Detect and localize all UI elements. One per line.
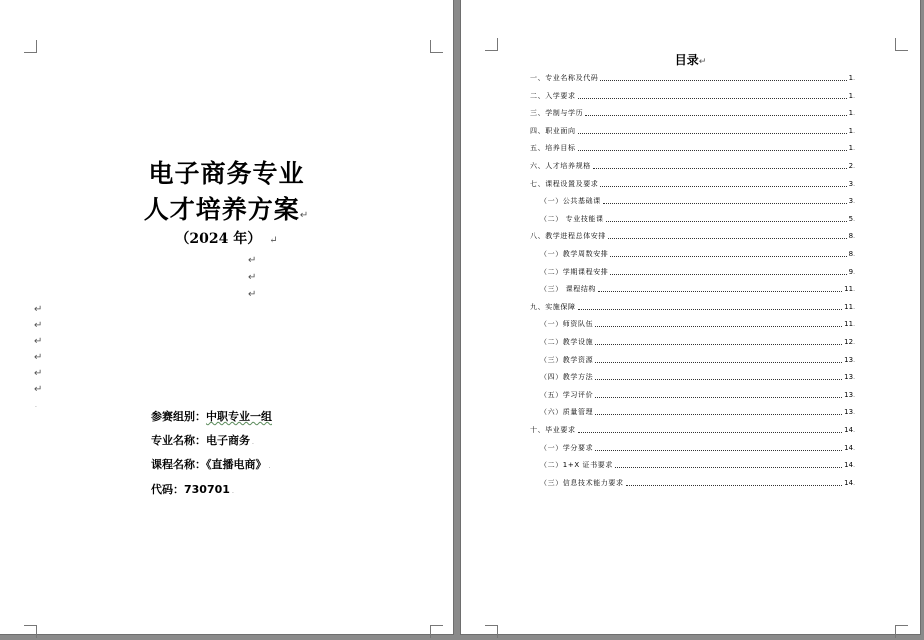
paragraph-mark-small: . [853, 304, 855, 311]
toc-leader-dots [606, 221, 847, 222]
toc-entry-page [849, 268, 855, 277]
toc-page-number: 11 [844, 303, 854, 311]
paragraph-mark: ↵ [269, 235, 278, 246]
toc-page-number: 2 [848, 162, 854, 170]
toc-leader-dots [595, 450, 842, 451]
toc-entry-text: （三） 课程结构 [540, 285, 597, 293]
paragraph-mark-small: . [35, 402, 37, 409]
toc-entry-text: 一、专业名称及代码 [530, 74, 599, 82]
paragraph-mark-small: . [853, 409, 855, 416]
toc-leader-dots [578, 432, 843, 433]
toc-leader-dots [593, 168, 847, 169]
toc-entry-page [844, 320, 855, 329]
toc-page-number: 1 [848, 92, 854, 100]
toc-page-number: 9 [848, 268, 854, 276]
paragraph-mark: ↵ [698, 57, 707, 67]
toc-entry-text: 六、人才培养规格 [530, 162, 591, 170]
toc-entry-page [844, 444, 855, 453]
paragraph-mark-small: . [853, 145, 855, 152]
toc-entry-text: （一）教学周数安排 [540, 250, 609, 258]
paragraph-mark-small: . [853, 181, 855, 188]
toc-leader-dots [585, 115, 846, 116]
toc-entry-text: 九、实施保障 [530, 303, 576, 311]
paragraph-mark-small: . [853, 198, 855, 205]
toc-page-number: 3 [848, 197, 854, 205]
paragraph-mark-small: . [853, 462, 855, 469]
toc-entry[interactable] [530, 142, 855, 153]
toc-page-number: 1 [848, 127, 854, 135]
paragraph-mark-small: . [853, 163, 855, 170]
toc-entry[interactable] [540, 459, 855, 470]
toc-page-number: 13 [844, 408, 854, 416]
toc-page-number: 3 [848, 180, 854, 188]
toc-entry[interactable] [540, 318, 855, 329]
toc-leader-dots [610, 274, 846, 275]
paragraph-mark-small: . [853, 321, 855, 328]
info-label: 专业名称： [151, 434, 206, 447]
paragraph-mark-small: . [231, 488, 234, 495]
toc-entry-page [844, 373, 855, 382]
toc-page-number: 14 [844, 479, 854, 487]
info-value: 中职专业一组 [206, 410, 272, 423]
toc-leader-dots [626, 485, 843, 486]
info-label: 课程名称： [151, 458, 206, 471]
toc-entry-text: （二）教学设施 [540, 338, 594, 346]
toc-page [461, 0, 920, 634]
toc-entry-text: （一）公共基础课 [540, 197, 601, 205]
toc-page-number: 11 [844, 320, 854, 328]
toc-entry-page [849, 180, 855, 189]
paragraph-mark-small: . [252, 439, 254, 446]
toc-entry[interactable] [540, 266, 855, 277]
toc-entry-text: （五）学习评价 [540, 391, 594, 399]
toc-entry-page [849, 127, 855, 136]
toc-entry-page [844, 391, 855, 400]
toc-entry[interactable] [540, 442, 855, 453]
toc-entry[interactable] [540, 406, 855, 417]
info-line-major [151, 434, 254, 450]
info-value: 730701 [184, 483, 230, 496]
toc-title [461, 52, 920, 70]
toc-entry-text: （二）学期课程安排 [540, 268, 609, 276]
paragraph-mark-small: . [268, 463, 271, 470]
crop-mark [485, 38, 498, 51]
toc-entry-text: （一）师资队伍 [540, 320, 594, 328]
paragraph-mark: ↵ [248, 272, 257, 283]
toc-entry-page [849, 162, 855, 171]
paragraph-mark-small: . [853, 480, 855, 487]
toc-entry[interactable] [540, 371, 855, 382]
crop-mark [895, 38, 908, 51]
info-line-course [151, 458, 270, 474]
paragraph-mark: ↵ [34, 304, 43, 315]
toc-entry-page [844, 285, 855, 294]
paragraph-mark-small: . [853, 251, 855, 258]
toc-title-text: 目录 [674, 53, 699, 67]
toc-page-number: 14 [844, 426, 854, 434]
toc-leader-dots [595, 344, 842, 345]
paragraph-mark-small: . [853, 128, 855, 135]
toc-entry-text: 十、毕业要求 [530, 426, 576, 434]
toc-leader-dots [615, 467, 842, 468]
crop-mark [24, 40, 37, 53]
toc-entry-page [849, 144, 855, 153]
toc-entry[interactable] [530, 230, 855, 241]
paragraph-mark: ↵ [248, 255, 257, 266]
toc-leader-dots [578, 309, 843, 310]
toc-leader-dots [610, 256, 846, 257]
toc-entry-page [844, 303, 855, 312]
toc-entry-text: 七、课程设置及要求 [530, 180, 599, 188]
toc-entry-text: 三、学制与学历 [530, 109, 584, 117]
toc-entry[interactable] [540, 248, 855, 259]
paragraph-mark-small: . [853, 445, 855, 452]
toc-entry-page [849, 92, 855, 101]
info-value: 《直播电商》 [206, 458, 267, 471]
paragraph-mark-small: . [853, 75, 855, 82]
toc-entry[interactable] [540, 283, 855, 294]
toc-entry[interactable] [530, 160, 855, 171]
info-label: 参赛组别： [151, 410, 206, 423]
toc-page-number: 14 [844, 444, 854, 452]
toc-leader-dots [600, 186, 846, 187]
toc-entry-page [844, 408, 855, 417]
cover-year [0, 230, 453, 250]
toc-entry-page [849, 74, 855, 83]
toc-page-number: 14 [844, 461, 854, 469]
cover-year-text: （2024 年） [175, 231, 262, 247]
paragraph-mark: ↵ [34, 352, 43, 363]
toc-entry-text: （二） 专业技能课 [540, 215, 604, 223]
toc-leader-dots [608, 238, 847, 239]
paragraph-mark-small: . [853, 339, 855, 346]
toc-leader-dots [595, 362, 842, 363]
toc-leader-dots [578, 133, 847, 134]
paragraph-mark-small: . [853, 357, 855, 364]
info-label: 代码： [151, 483, 184, 496]
paragraph-mark-small: . [853, 374, 855, 381]
paragraph-mark: ↵ [34, 336, 43, 347]
paragraph-mark-small: . [853, 286, 855, 293]
paragraph-mark: ↵ [34, 320, 43, 331]
toc-page-number: 5 [848, 215, 854, 223]
toc-leader-dots [578, 150, 847, 151]
paragraph-mark: ↵ [34, 368, 43, 379]
paragraph-mark-small: . [853, 269, 855, 276]
toc-entry-text: 二、入学要求 [530, 92, 576, 100]
toc-entry[interactable] [540, 354, 855, 365]
toc-entry-text: （二）1+X 证书要求 [540, 461, 613, 469]
crop-mark [24, 625, 37, 638]
toc-entry-page [849, 250, 855, 259]
toc-leader-dots [603, 203, 847, 204]
toc-page-number: 11 [844, 285, 854, 293]
toc-leader-dots [595, 379, 842, 380]
paragraph-mark: ↵ [34, 384, 43, 395]
crop-mark [895, 625, 908, 638]
toc-entry[interactable] [530, 125, 855, 136]
toc-entry-page [849, 215, 855, 224]
cover-title-line1: 电子商务专业 [148, 159, 305, 188]
toc-entry-text: （一）学分要求 [540, 444, 594, 452]
toc-leader-dots [595, 397, 842, 398]
paragraph-mark: ↵ [299, 210, 310, 221]
info-value: 电子商务 [206, 434, 250, 447]
toc-entry-page [849, 109, 855, 118]
toc-entry-page [844, 426, 855, 435]
paragraph-mark-small: . [853, 233, 855, 240]
paragraph-mark: ↵ [248, 289, 257, 300]
crop-mark [430, 40, 443, 53]
cover-title-line2-text: 人才培养方案 [143, 195, 300, 224]
toc-page-number: 1 [848, 74, 854, 82]
toc-page-number: 13 [844, 356, 854, 364]
cover-title-line2 [0, 195, 453, 231]
toc-entry[interactable] [540, 477, 855, 488]
toc-entry-page [849, 197, 855, 206]
info-line-group [151, 410, 272, 424]
toc-entry-page [844, 338, 855, 347]
paragraph-mark-small: . [853, 216, 855, 223]
toc-leader-dots [598, 291, 842, 292]
toc-entry-text: 四、职业面向 [530, 127, 576, 135]
toc-page-number: 1 [848, 144, 854, 152]
toc-entry[interactable] [530, 107, 855, 118]
toc-leader-dots [578, 98, 847, 99]
crop-mark [430, 625, 443, 638]
toc-entry-text: （六）质量管理 [540, 408, 594, 416]
toc-entry-text: （四）教学方法 [540, 373, 594, 381]
paragraph-mark-small: . [853, 392, 855, 399]
toc-entry[interactable] [540, 389, 855, 400]
toc-entry-page [844, 461, 855, 470]
toc-entry-page [849, 232, 855, 241]
toc-entry[interactable] [530, 301, 855, 312]
cover-page [0, 0, 453, 634]
toc-entry-page [844, 479, 855, 488]
toc-entry-text: 五、培养目标 [530, 144, 576, 152]
toc-entry-text: 八、教学进程总体安排 [530, 232, 606, 240]
crop-mark [485, 625, 498, 638]
paragraph-mark-small: . [853, 93, 855, 100]
toc-entry[interactable] [530, 72, 855, 83]
toc-leader-dots [595, 326, 842, 327]
paragraph-mark-small: . [853, 110, 855, 117]
info-line-code [151, 483, 234, 499]
toc-page-number: 8 [848, 250, 854, 258]
toc-page-number: 8 [848, 232, 854, 240]
toc-entry-page [844, 356, 855, 365]
toc-page-number: 13 [844, 373, 854, 381]
toc-entry[interactable] [530, 424, 855, 435]
toc-page-number: 13 [844, 391, 854, 399]
toc-entry-text: （三）信息技术能力要求 [540, 479, 624, 487]
toc-entry[interactable] [540, 195, 855, 206]
paragraph-mark-small: . [853, 427, 855, 434]
toc-entry[interactable] [530, 90, 855, 101]
toc-entry[interactable] [540, 336, 855, 347]
toc-entry-text: （三）教学资源 [540, 356, 594, 364]
toc-page-number: 12 [844, 338, 854, 346]
toc-leader-dots [595, 414, 842, 415]
toc-leader-dots [600, 80, 846, 81]
toc-entry[interactable] [530, 178, 855, 189]
toc-page-number: 1 [848, 109, 854, 117]
toc-entry[interactable] [540, 213, 855, 224]
